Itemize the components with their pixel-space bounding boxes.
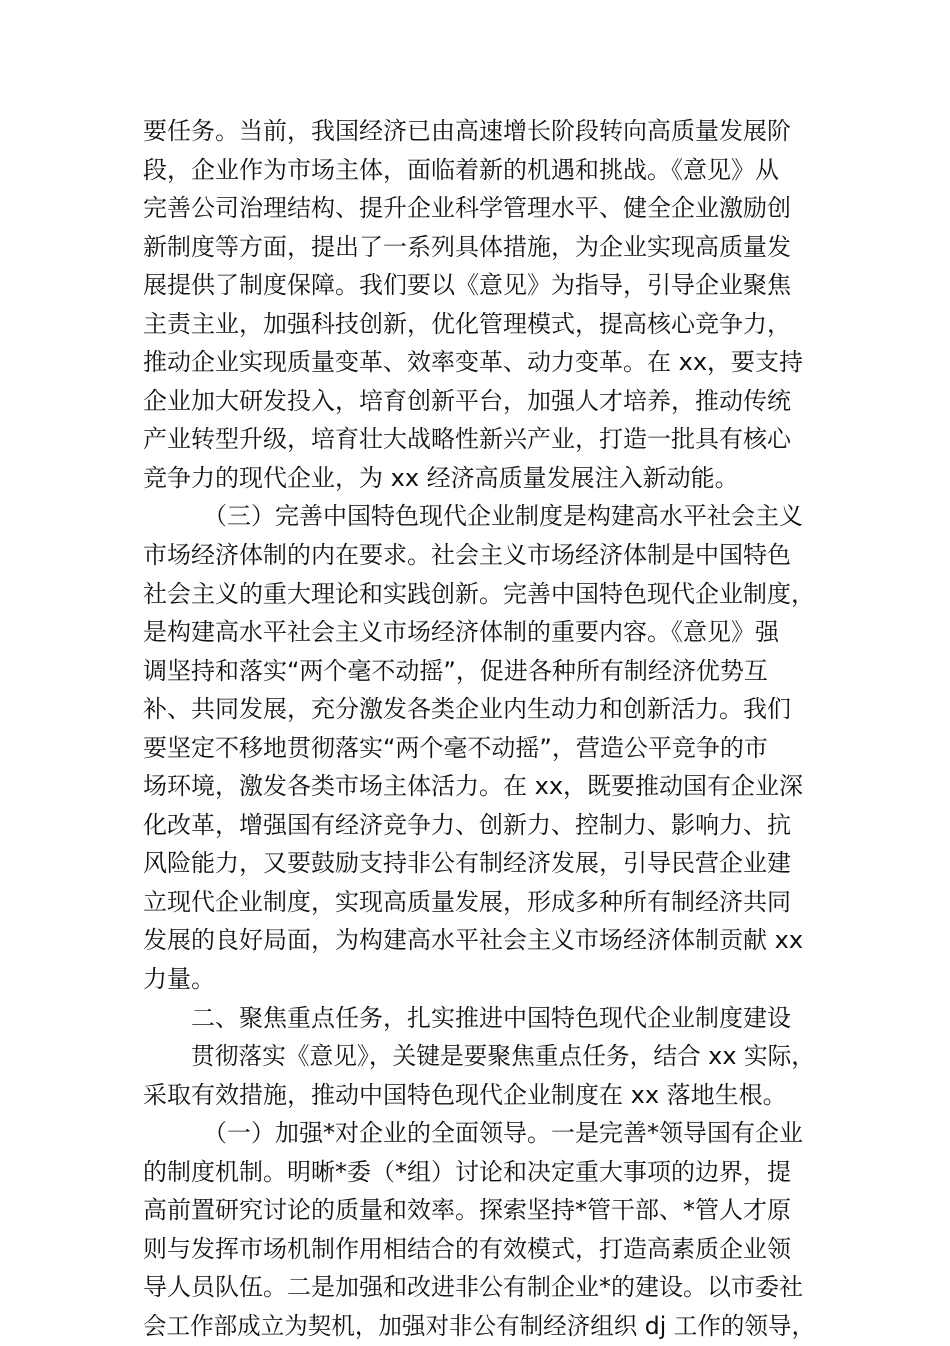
text-line <box>143 690 815 729</box>
text-line <box>143 767 815 806</box>
text-line-content: 力量。 <box>143 965 215 994</box>
text-line-content: 主责主业，加强科技创新，优化管理模式，提高核心竞争力， <box>143 309 791 338</box>
text-line <box>143 420 815 459</box>
text-line <box>143 1307 815 1346</box>
text-line-content: （一）加强*对企业的全面领导。一是完善*领导国有企业 <box>203 1119 803 1148</box>
text-line <box>143 613 815 652</box>
text-line <box>143 1114 815 1153</box>
document-body <box>143 112 815 1346</box>
text-line-content: 产业转型升级，培育壮大战略性新兴产业，打造一批具有核心 <box>143 425 791 454</box>
text-line-content: 导人员队伍。二是加强和改进非公有制企业*的建设。以市委社 <box>143 1273 803 1302</box>
text-line-content: （三）完善中国特色现代企业制度是构建高水平社会主义 <box>203 502 803 531</box>
text-line-content: 立现代企业制度，实现高质量发展，形成多种所有制经济共同 <box>143 887 791 916</box>
text-line-content: 展提供了制度保障。我们要以《意见》为指导，引导企业聚焦 <box>143 271 791 300</box>
text-line <box>143 228 815 267</box>
text-line <box>143 382 815 421</box>
text-line <box>143 1268 815 1307</box>
text-line-content: 社会主义的重大理论和实践创新。完善中国特色现代企业制度， <box>143 579 815 608</box>
text-line-content: 发展的良好局面，为构建高水平社会主义市场经济体制贡献 xx <box>143 926 804 955</box>
text-line <box>143 806 815 845</box>
text-line-content: 是构建高水平社会主义市场经济体制的重要内容。《意见》强 <box>143 618 779 647</box>
text-line <box>143 844 815 883</box>
text-line-content: 的制度机制。明晰*委（*组）讨论和决定重大事项的边界，提 <box>143 1157 791 1186</box>
text-line-content: 贯彻落实《意见》，关键是要聚焦重点任务，结合 xx 实际， <box>191 1042 816 1071</box>
text-line <box>143 729 815 768</box>
text-line <box>143 1076 815 1115</box>
text-line <box>143 1153 815 1192</box>
text-line <box>143 999 815 1038</box>
text-line-content: 要任务。当前，我国经济已由高速增长阶段转向高质量发展阶 <box>143 117 791 145</box>
text-line <box>143 536 815 575</box>
text-line <box>143 575 815 614</box>
text-line-content: 场环境，激发各类市场主体活力。在 xx，既要推动国有企业深 <box>143 772 804 801</box>
text-line <box>143 1191 815 1230</box>
text-line-content: 要坚定不移地贯彻落实“两个毫不动摇”，营造公平竞争的市 <box>143 733 768 762</box>
text-line <box>143 1037 815 1076</box>
text-line <box>143 921 815 960</box>
text-line <box>143 343 815 382</box>
text-line-content: 完善公司治理结构、提升企业科学管理水平、健全企业激励创 <box>143 194 791 223</box>
text-line-content: 调坚持和落实“两个毫不动摇”，促进各种所有制经济优势互 <box>143 656 768 685</box>
text-line-content: 推动企业实现质量变革、效率变革、动力变革。在 xx，要支持 <box>143 348 804 377</box>
text-line-content: 企业加大研发投入，培育创新平台，加强人才培养，推动传统 <box>143 386 791 415</box>
text-line-content: 则与发挥市场机制作用相结合的有效模式，打造高素质企业领 <box>143 1234 791 1263</box>
text-line <box>143 883 815 922</box>
text-line-content: 高前置研究讨论的质量和效率。探索坚持*管干部、*管人才原 <box>143 1196 791 1225</box>
text-line <box>143 960 815 999</box>
text-line-content: 会工作部成立为契机，加强对非公有制经济组织 dj 工作的领导， <box>143 1311 816 1340</box>
text-line-content: 段，企业作为市场主体，面临着新的机遇和挑战。《意见》从 <box>143 155 779 184</box>
text-line-content: 二、聚焦重点任务，扎实推进中国特色现代企业制度建设 <box>191 1003 791 1032</box>
text-line <box>143 459 815 498</box>
text-line-content: 新制度等方面，提出了一系列具体措施，为企业实现高质量发 <box>143 232 791 261</box>
text-line-content: 采取有效措施，推动中国特色现代企业制度在 xx 落地生根。 <box>143 1080 787 1109</box>
text-line <box>143 151 815 190</box>
text-line <box>143 266 815 305</box>
text-line <box>143 497 815 536</box>
text-line-content: 市场经济体制的内在要求。社会主义市场经济体制是中国特色 <box>143 541 791 570</box>
text-line <box>143 652 815 691</box>
text-line <box>143 305 815 344</box>
text-line-content: 补、共同发展，充分激发各类企业内生动力和创新活力。我们 <box>143 695 791 724</box>
text-line <box>143 112 815 151</box>
text-line-content: 风险能力，又要鼓励支持非公有制经济发展，引导民营企业建 <box>143 849 791 878</box>
text-line <box>143 1230 815 1269</box>
text-line <box>143 189 815 228</box>
text-line-content: 化改革，增强国有经济竞争力、创新力、控制力、影响力、抗 <box>143 810 791 839</box>
text-line-content: 竞争力的现代企业，为 xx 经济高质量发展注入新动能。 <box>143 463 739 492</box>
